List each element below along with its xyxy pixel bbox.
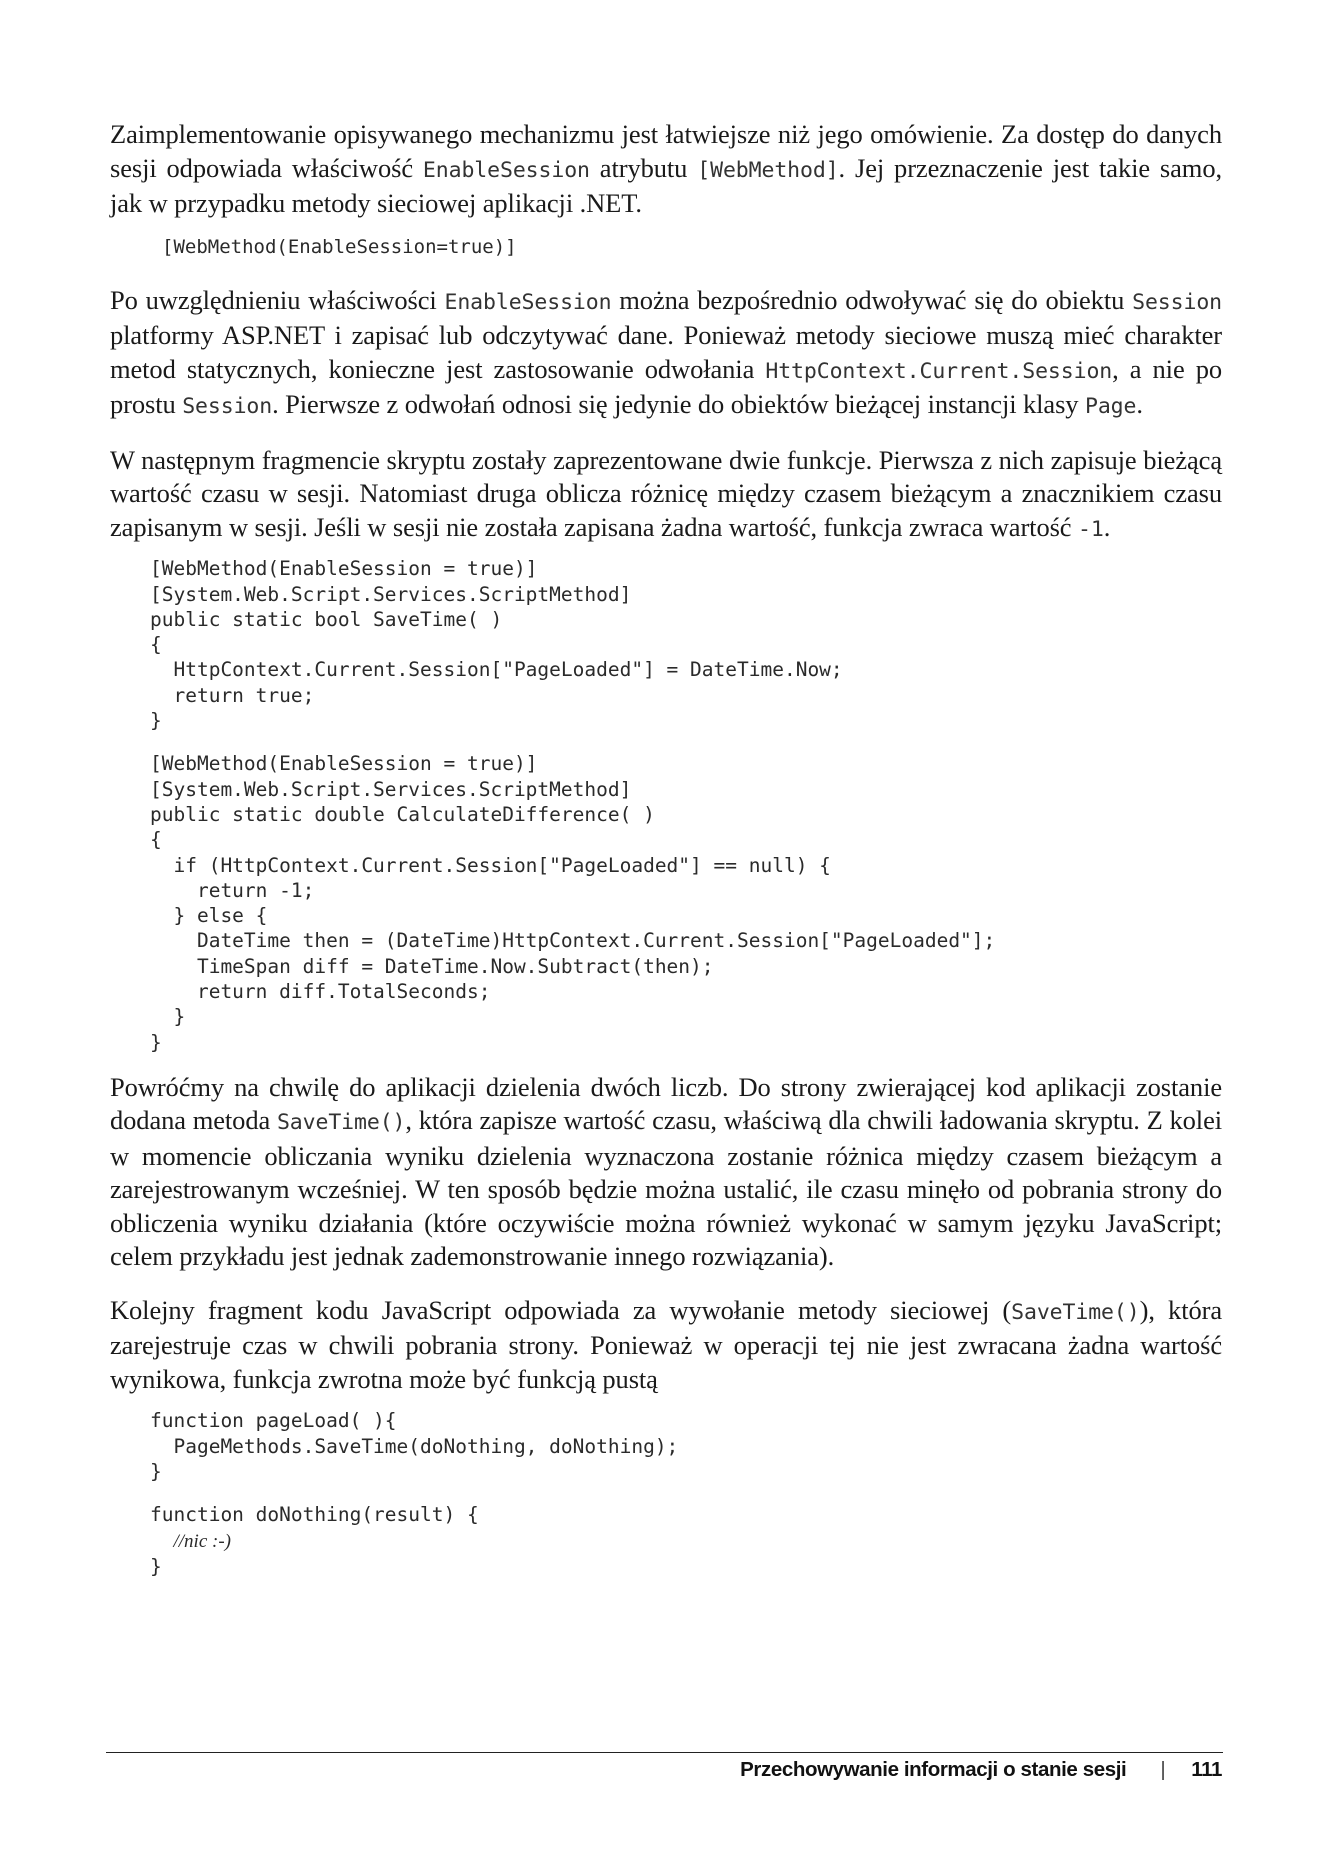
paragraph-5 (110, 1294, 1222, 1397)
inline-code: -1 (1078, 516, 1104, 542)
text: , a nie po prostu (110, 353, 1223, 420)
paragraph-2 (110, 284, 1222, 424)
code-block-1: [WebMethod(EnableSession=true)] (162, 235, 517, 258)
page-content (110, 118, 1222, 1597)
code-block-5 (150, 1502, 1222, 1579)
code-block-3: [WebMethod(EnableSession = true)] [System.Web.Script.Services.ScriptMethod] public static double CalculateDifference( ) { if (HttpContext.Current.Session["PageLoaded"] == null) { return -1; } else { DateTime then = (DateTime)HttpContext.Current.Session["PageLoaded"]; TimeSpan diff = DateTime.Now.Subtract(then); return diff.TotalSeconds; } } (150, 752, 996, 1054)
text: ), która zarejestruje czas w chwili pobrania strony. Ponieważ w operacji tej nie jest zwracana żadna wartość wynikowa, funkcja zwrotna może być funkcją pustą (110, 1294, 1222, 1394)
footer-separator: | (1160, 1758, 1166, 1781)
code-text: } (150, 1554, 162, 1578)
footer-rule (106, 1752, 1223, 1753)
code-comment: //nic :-) (173, 1530, 231, 1552)
inline-code: Page (1084, 394, 1137, 420)
text: , która zapisze wartość czasu, właściwą dla chwili ładowania skryptu. Z kolei w momencie obliczania wyniku dzielenia wyznaczona zostanie różnica między czasem bieżącym a zarejestrowanym wcześniej. W ten sposób będzie można ustalić, ile czasu minęło od pobrania strony do obliczenia wyniku działania (które oczywiście można również wykonać w samym języku JavaScript; celem przykładu jest jednak zademonstrowanie innego rozwiązania). (110, 1105, 1222, 1272)
code-block-2: [WebMethod(EnableSession = true)] [System.Web.Script.Services.ScriptMethod] public static bool SaveTime( ) { HttpContext.Current.Session["PageLoaded"] = DateTime.Now; return true; } (150, 557, 843, 733)
text: Zaimplementowanie opisywanego mechanizmu jest łatwiejsze niż jego omówienie. Za dostęp do danych sesji odpowiada właściwość (110, 119, 1222, 183)
code-text: function doNothing(result) { (150, 1503, 479, 1527)
chapter-title: Przechowywanie informacji o stanie sesji (740, 1758, 1127, 1781)
text: . (1136, 389, 1143, 420)
inline-code: [WebMethod] (697, 157, 839, 183)
inline-code: EnableSession (444, 289, 612, 315)
inline-code: Session (182, 394, 273, 420)
text: Kolejny fragment kodu JavaScript odpowiada za wywołanie metody sieciowej ( (110, 1294, 1012, 1325)
text: Powróćmy na chwilę do aplikacji dzielenia dwóch liczb. Do strony zwierającej kod aplikacji zostanie dodana metoda (110, 1071, 1222, 1136)
text: platformy ASP.NET i zapisać lub odczytywać dane. Ponieważ metody sieciowe muszą mieć charakter metod statycznych, konieczne jest zastosowanie odwołania (110, 320, 1222, 384)
inline-code: HttpContext.Current.Session (765, 358, 1113, 384)
code-block-4: function pageLoad( ){ PageMethods.SaveTime(doNothing, doNothing); } (150, 1409, 679, 1484)
text: atrybutu (589, 152, 698, 183)
inline-code: SaveTime() (1011, 1299, 1140, 1325)
inline-code: EnableSession (422, 157, 590, 183)
inline-code: Session (1132, 289, 1223, 315)
paragraph-4 (110, 1071, 1222, 1274)
text: można bezpośrednio odwoływać się do obiektu (611, 284, 1133, 315)
page-number: 111 (1191, 1758, 1222, 1781)
inline-code: SaveTime() (276, 1110, 406, 1136)
text: W następnym fragmencie skryptu zostały zaprezentowane dwie funkcje. Pierwsza z nich zapisuje bieżącą wartość czasu w sesji. Natomiast druga oblicza różnicę między czasem bieżącym a znacznikiem czasu zapisanym w sesji. Jeśli w sesji nie została zapisana żadna wartość, funkcja zwraca wartość (110, 444, 1222, 542)
text: . Pierwsze z odwołań odnosi się jedynie do obiektów bieżącej instancji klasy (272, 389, 1085, 420)
paragraph-1 (110, 118, 1222, 221)
page-footer (740, 1758, 1222, 1782)
text: . (1103, 511, 1111, 542)
text: . Jej przeznaczenie jest takie samo, jak w przypadku metody sieciowej aplikacji .NET. (110, 152, 1222, 218)
paragraph-3 (110, 444, 1222, 547)
text: Po uwzględnieniu właściwości (110, 284, 445, 315)
